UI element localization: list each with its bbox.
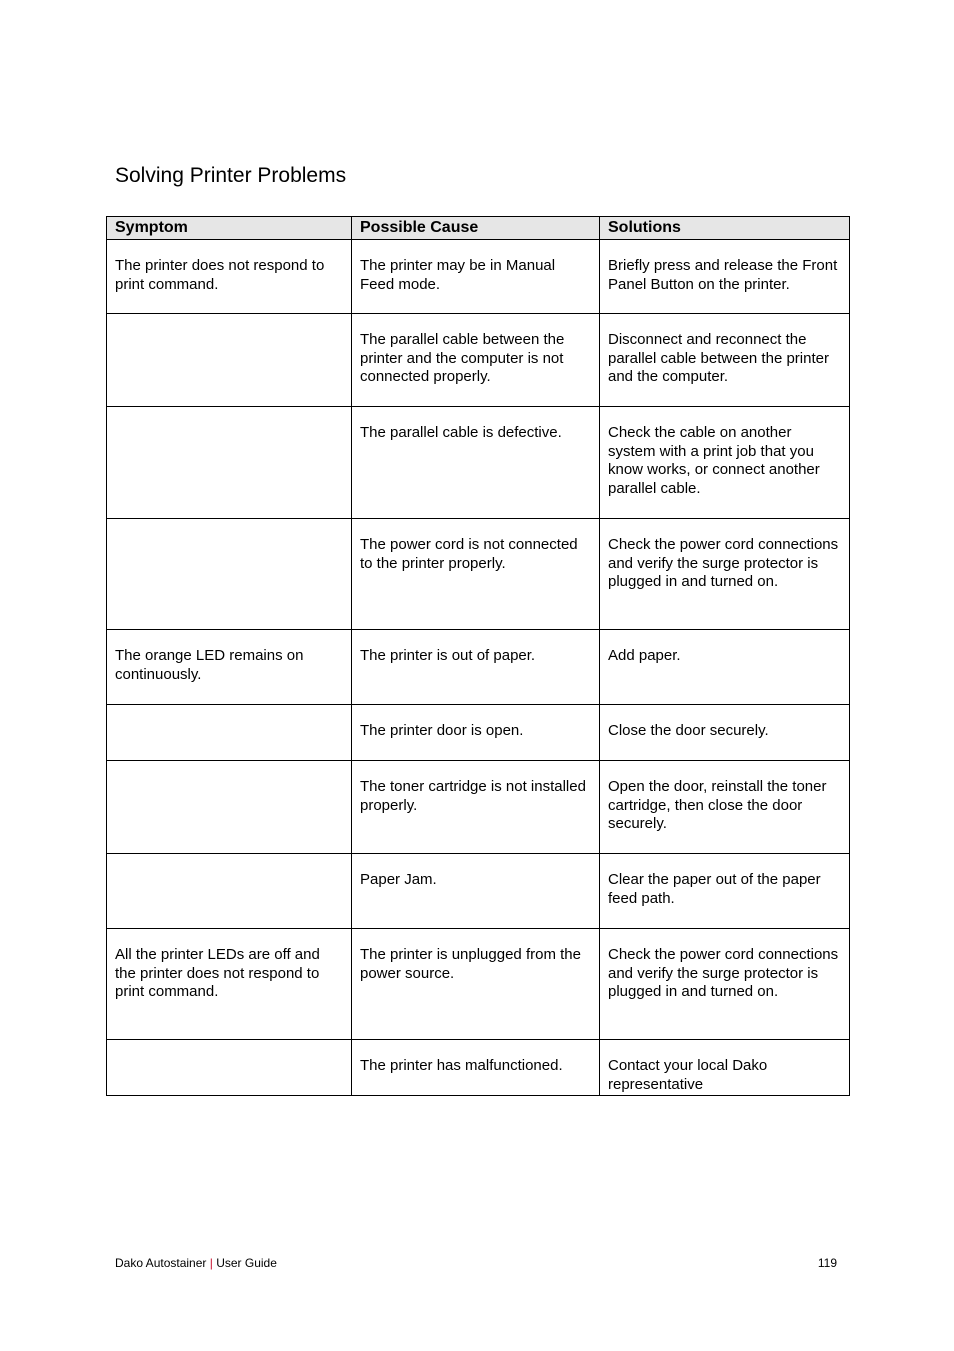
symptom-cell xyxy=(107,314,352,407)
cause-cell: The parallel cable is defective. xyxy=(352,407,600,519)
footer-doc-title: User Guide xyxy=(216,1256,277,1270)
page-title: Solving Printer Problems xyxy=(115,164,347,187)
table-header-row xyxy=(107,217,850,240)
cause-cell: The printer is out of paper. xyxy=(352,630,600,705)
symptom-cell xyxy=(107,407,352,519)
solution-cell: Open the door, reinstall the toner cartridge, then close the door securely. xyxy=(600,761,850,854)
symptom-cell: The printer does not respond to print command. xyxy=(107,240,352,314)
symptom-cell xyxy=(107,519,352,630)
cause-cell: The printer door is open. xyxy=(352,705,600,761)
solution-cell: Add paper. xyxy=(600,630,850,705)
header-solutions: Solutions xyxy=(600,217,850,240)
footer-document-info xyxy=(115,1256,277,1270)
table-row xyxy=(107,1040,850,1096)
table-row xyxy=(107,630,850,705)
solution-cell: Close the door securely. xyxy=(600,705,850,761)
cause-cell: The power cord is not connected to the printer properly. xyxy=(352,519,600,630)
solution-cell: Disconnect and reconnect the parallel cable between the printer and the computer. xyxy=(600,314,850,407)
header-symptom: Symptom xyxy=(107,217,352,240)
solution-cell: Check the power cord connections and verify the surge protector is plugged in and turned on. xyxy=(600,929,850,1040)
cause-cell: The printer may be in Manual Feed mode. xyxy=(352,240,600,314)
table-row xyxy=(107,314,850,407)
symptom-cell xyxy=(107,705,352,761)
page-number: 119 xyxy=(817,1256,837,1270)
cause-cell: The printer has malfunctioned. xyxy=(352,1040,600,1096)
cause-cell: Paper Jam. xyxy=(352,854,600,929)
symptom-cell xyxy=(107,761,352,854)
printer-problems-table xyxy=(106,216,850,1096)
solution-cell: Check the power cord connections and verify the surge protector is plugged in and turned on. xyxy=(600,519,850,630)
symptom-cell: All the printer LEDs are off and the printer does not respond to print command. xyxy=(107,929,352,1040)
table-row xyxy=(107,705,850,761)
table-row xyxy=(107,854,850,929)
solution-cell: Contact your local Dako representative xyxy=(600,1040,850,1096)
table-row xyxy=(107,519,850,630)
symptom-cell xyxy=(107,1040,352,1096)
table-row xyxy=(107,240,850,314)
table-row xyxy=(107,929,850,1040)
solution-cell: Check the cable on another system with a print job that you know works, or connect another parallel cable. xyxy=(600,407,850,519)
cause-cell: The printer is unplugged from the power source. xyxy=(352,929,600,1040)
footer-separator: | xyxy=(209,1256,213,1270)
cause-cell: The parallel cable between the printer and the computer is not connected properly. xyxy=(352,314,600,407)
table-row xyxy=(107,761,850,854)
symptom-cell: The orange LED remains on continuously. xyxy=(107,630,352,705)
symptom-cell xyxy=(107,854,352,929)
table-row xyxy=(107,407,850,519)
solution-cell: Clear the paper out of the paper feed path. xyxy=(600,854,850,929)
solution-cell: Briefly press and release the Front Panel Button on the printer. xyxy=(600,240,850,314)
footer-product: Dako Autostainer xyxy=(115,1256,207,1270)
cause-cell: The toner cartridge is not installed properly. xyxy=(352,761,600,854)
header-possible-cause: Possible Cause xyxy=(352,217,600,240)
